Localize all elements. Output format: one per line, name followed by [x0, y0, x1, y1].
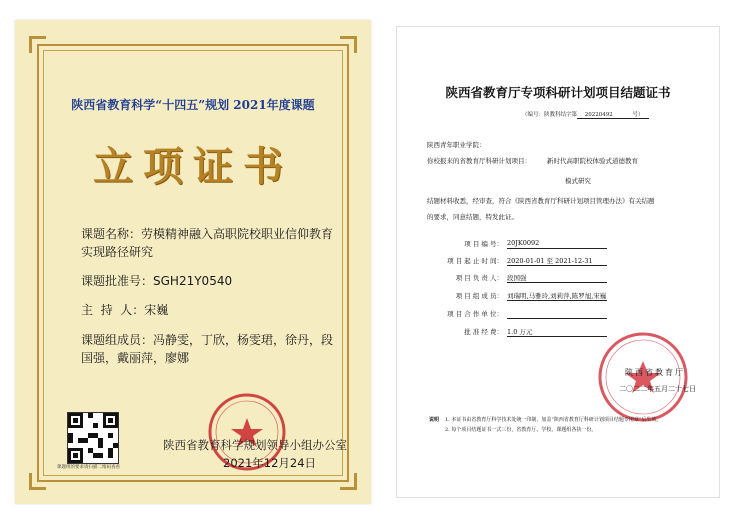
info-value: 刘瑞明,马雅玲,刘莉萍,陈罗旭,宋巍 — [507, 292, 607, 300]
field-topic — [81, 225, 343, 261]
notes-label: 说明 — [429, 417, 440, 423]
number-underline — [577, 118, 649, 119]
info-underline — [507, 248, 607, 249]
certificate-title: 立项证书 — [93, 143, 293, 190]
corner-ornament — [29, 36, 46, 53]
document-number — [522, 110, 644, 118]
issuer: 陕西省教育厅 — [625, 368, 685, 377]
body-line-3: 的要求，同意结题，特发此证。 — [427, 213, 518, 221]
info-value: 20JK0092 — [507, 239, 540, 247]
project-name-line-1: 新时代高职院校体验式道德教育 — [547, 157, 638, 165]
approval-number-value: SGH21Y0540 — [153, 274, 233, 288]
info-underline — [507, 300, 607, 301]
host-value: 宋巍 — [144, 303, 169, 317]
issuing-office: 陕西省教育科学规划领导小组办公室 — [163, 438, 347, 452]
host-label: 主 持 人： — [81, 303, 145, 317]
info-value: 段国强 — [507, 274, 527, 282]
info-label: 项 目 组 成 员： — [455, 292, 503, 300]
corner-ornament — [340, 473, 357, 490]
notes — [429, 417, 699, 434]
info-value: 2020-01-01 至 2021-12-31 — [507, 257, 593, 265]
body-line-2: 结题材料收悉，经审查，符合《陕西省教育厅科研计划项目管理办法》有关结题 — [427, 197, 655, 205]
qr-code-icon — [67, 412, 119, 464]
corner-ornament — [29, 473, 46, 490]
info-underline — [507, 282, 607, 283]
document-title: 陕西省教育厅专项科研计划项目结题证书 — [445, 85, 671, 100]
info-underline — [507, 318, 607, 319]
info-label: 项 目 负 责 人： — [455, 274, 503, 282]
topic-value: 劳模精神融入高职院校职业信仰教育实现路径研究 — [81, 227, 334, 259]
field-host — [81, 301, 343, 319]
info-underline — [507, 336, 607, 337]
info-label: 项 目 起 止 时 间： — [447, 257, 503, 265]
info-label: 批 准 经 费： — [464, 328, 503, 336]
issue-date: 2021年12月24日 — [223, 456, 317, 470]
issue-date: 二〇二二年五月二十七日 — [619, 385, 696, 393]
note-2: 2. 每个项目结题证书一式三份，省教育厅、学校、课题组各执一份。 — [445, 427, 597, 433]
note-1: 1. 本证书由省教育厅科学技术处统一印制，加盖“陕西省教育厅科研计划项目结题专用章”后生效。 — [445, 417, 662, 423]
certificate-header: 陕西省教育科学“十四五”规划 2021年度课题 — [71, 98, 315, 112]
qr-caption: 课题组的要求请扫描二维码查看 — [57, 465, 120, 470]
members-label: 课题组成员： — [81, 333, 154, 347]
topic-label: 课题名称： — [81, 227, 142, 241]
project-certificate — [15, 20, 371, 504]
info-label: 项 目 编 号： — [464, 240, 503, 248]
members-value: 冯静雯，丁欣，杨雯珺，徐丹，段国强，戴丽萍，廖娜 — [81, 333, 334, 365]
info-value: 1.0 万元 — [507, 328, 533, 336]
info-underline — [507, 265, 607, 266]
recipient: 陕西青年职业学院： — [427, 141, 486, 149]
field-members — [81, 331, 343, 367]
field-approval-number — [81, 272, 343, 290]
number-value: 20220492 — [584, 112, 613, 118]
corner-ornament — [340, 36, 357, 53]
body-line-1: 你校报来的省教育厅科研计划项目： — [427, 157, 531, 165]
project-name-line-2: 模式研究 — [565, 177, 591, 185]
approval-number-label: 课题批准号： — [81, 274, 154, 288]
number-prefix: （编号：陕教科结字第 — [522, 112, 578, 118]
info-label: 项 目 合 作 单 位： — [447, 310, 503, 318]
number-suffix: 号） — [632, 112, 644, 118]
completion-certificate — [396, 26, 720, 498]
